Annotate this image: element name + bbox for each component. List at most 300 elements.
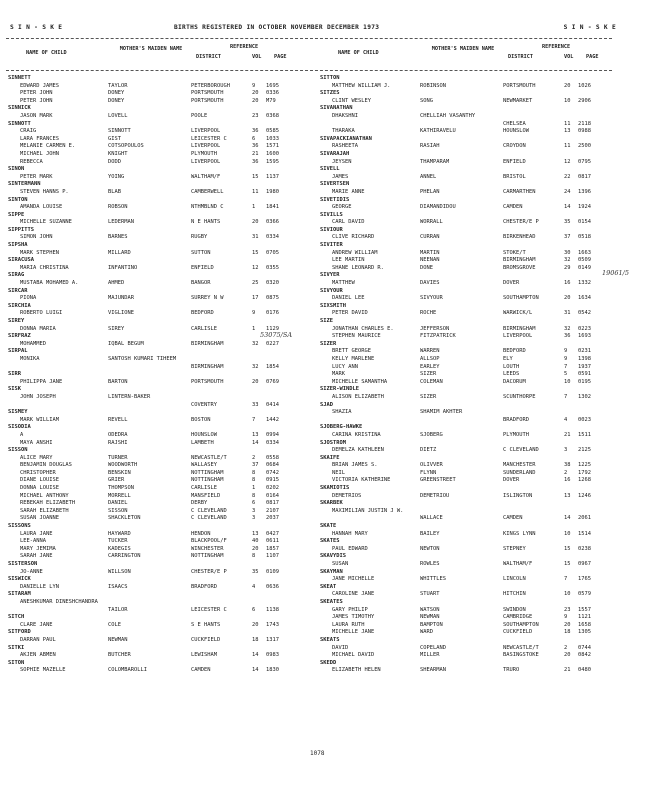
entry-row [8, 234, 308, 242]
district: POOLE [191, 112, 208, 119]
child-name: JEYSEN [332, 158, 352, 165]
child-name: SHAZIA [332, 409, 352, 416]
page-ref: 0202 [266, 485, 279, 492]
maiden-name: BENSKIN [108, 469, 131, 476]
district: SOUTHAMPTON [503, 621, 539, 628]
entry-row [8, 538, 308, 546]
page-ref: 0176 [266, 310, 279, 317]
surname-row [320, 75, 620, 83]
surname: SJOSTROM [320, 439, 346, 446]
entry-row [320, 614, 620, 622]
page-ref: 0023 [578, 416, 591, 423]
surname: SIVIOUR [320, 226, 343, 233]
volume: 35 [252, 568, 259, 575]
volume: 13 [564, 492, 571, 499]
page-number: 1078 [310, 750, 325, 757]
page-ref: 1658 [578, 621, 591, 628]
maiden-name: CARRINGTON [108, 553, 141, 560]
page-ref: 0518 [578, 234, 591, 241]
surname-row [8, 576, 308, 584]
maiden-name: STUART [420, 591, 440, 598]
child-name: MUSTABA MOHAMED A. [20, 280, 79, 287]
entry-row [8, 515, 308, 523]
district: CAMDEN [503, 204, 523, 211]
col-district-header: DISTRICT [196, 54, 221, 60]
maiden-name: VIGLIONE [108, 310, 134, 317]
maiden-name: TURNER [108, 454, 128, 461]
district: BOSTON [191, 416, 211, 423]
maiden-name: WORRALL [420, 219, 443, 226]
surname-row [320, 212, 620, 220]
entry-row [8, 599, 308, 607]
district: CAMDEN [503, 515, 523, 522]
volume: 12 [564, 158, 571, 165]
volume: 6 [252, 135, 256, 142]
entry-row [320, 326, 620, 334]
volume: 7 [564, 393, 568, 400]
entry-row [8, 280, 308, 288]
entry-row [320, 364, 620, 372]
district: HITCHIN [503, 591, 526, 598]
surname-row [320, 485, 620, 493]
page-ref: 1511 [578, 431, 591, 438]
surname-row [320, 303, 620, 311]
district: CUCKFIELD [191, 636, 221, 643]
surname: SKATE [320, 523, 337, 530]
child-name: BRIAN JAMES S. [332, 462, 378, 469]
surname: SITARAM [8, 591, 31, 598]
entry-row [320, 121, 620, 129]
child-name: BENJAMIN DOUGLAS [20, 462, 72, 469]
maiden-name: BAMPTON [420, 621, 443, 628]
maiden-name: SJOBERG [420, 431, 443, 438]
district: NTHMBLND C [191, 204, 224, 211]
handwritten-note-2: 19061/5 [602, 269, 630, 277]
surname: SKEDD [320, 659, 337, 666]
volume: 1 [252, 325, 256, 332]
child-name: MARK [332, 371, 345, 378]
page-ref: 0579 [578, 591, 591, 598]
maiden-name: BLAB [108, 188, 121, 195]
volume: 16 [564, 477, 571, 484]
surname-row [8, 197, 308, 205]
page-ref: 0164 [266, 492, 279, 499]
surname-row [8, 424, 308, 432]
volume: 5 [564, 371, 568, 378]
district: LOUTH [503, 363, 520, 370]
page-ref: 2906 [578, 97, 591, 104]
surname: SISTERSON [8, 561, 38, 567]
surname: SISSON [8, 447, 28, 454]
child-name: REBEKAH ELIZABETH [20, 500, 76, 507]
page-ref: 1129 [266, 325, 279, 332]
maiden-name: OLIVVER [420, 462, 443, 469]
volume: 24 [564, 188, 571, 195]
surname-row [8, 348, 308, 356]
child-name: DIANE LOUISE [20, 477, 59, 484]
entry-row [8, 341, 308, 349]
maiden-name: IQBAL BEGUM [108, 340, 144, 347]
volume: 20 [564, 621, 571, 628]
surname: SISMEY [8, 409, 28, 416]
district: LEICESTER C [191, 606, 227, 613]
child-name: MICHAEL JOHN [20, 150, 59, 157]
district: ISLINGTON [503, 492, 533, 499]
page-ref: 1398 [578, 355, 591, 362]
surname: SITZES [320, 90, 340, 97]
page-ref: 0842 [578, 652, 591, 659]
child-name: SARAH JANE [20, 553, 53, 560]
surname-row [320, 318, 620, 326]
surname-row [8, 371, 308, 379]
child-name: JASON MARK [20, 112, 53, 119]
page-ref: 0591 [578, 371, 591, 378]
volume: 38 [564, 462, 571, 469]
page-ref: 1571 [266, 143, 279, 150]
entry-row [320, 379, 620, 387]
entry-row [320, 417, 620, 425]
child-name: MICHAEL DAVID [332, 652, 375, 659]
maiden-name: PHELAN [420, 188, 440, 195]
page-ref: 1830 [266, 667, 279, 674]
district: BEDFORD [503, 348, 526, 355]
district: BRADFORD [503, 416, 529, 423]
maiden-name: WILLSON [108, 568, 131, 575]
district: WINCHESTER [191, 545, 224, 552]
entry-row [320, 113, 620, 121]
entry-row [8, 159, 308, 167]
page-ref: 0585 [266, 128, 279, 135]
maiden-name: LOVELL [108, 112, 128, 119]
volume: 37 [564, 234, 571, 241]
col-name-header: NAME OF CHILD [26, 50, 67, 56]
maiden-name: WARD [420, 629, 433, 636]
entry-row [320, 219, 620, 227]
maiden-name: DANIEL [108, 500, 128, 507]
district: PORTSMOUTH [191, 97, 224, 104]
district: PORTSMOUTH [503, 82, 536, 89]
maiden-name: DODD [108, 158, 121, 165]
district: BRADFORD [191, 583, 217, 590]
district: MANCHESTER [503, 462, 536, 469]
page-ref: 0414 [266, 401, 279, 408]
child-name: DAVID [332, 644, 349, 651]
child-name: MELANIE CARMEN E. [20, 143, 76, 150]
surname: SKATES [320, 538, 340, 545]
surname-row [8, 166, 308, 174]
surname: SKEAT [320, 583, 337, 590]
volume: 22 [564, 173, 571, 180]
volume: 30 [564, 249, 571, 256]
entry-row [8, 652, 308, 660]
child-name: DANIEL LEE [332, 295, 365, 302]
district: BIRMINGHAM [191, 363, 224, 370]
entry-row [8, 432, 308, 440]
page-ref: 1600 [266, 150, 279, 157]
page-ref: 0988 [578, 128, 591, 135]
page-ref: 1557 [578, 606, 591, 613]
maiden-name: COLOMBAROLLI [108, 667, 147, 674]
entry-row [8, 310, 308, 318]
right-column-headers [318, 42, 618, 68]
surname-row [320, 584, 620, 592]
surname-row [8, 257, 308, 265]
surname: SIRCHIA [8, 302, 31, 309]
district: LINCOLN [503, 576, 526, 583]
volume: 10 [564, 378, 571, 385]
entry-row [8, 189, 308, 197]
volume: 23 [252, 112, 259, 119]
child-name: HANNAH MARY [332, 530, 368, 537]
entry-row [320, 576, 620, 584]
volume: 8 [252, 492, 256, 499]
page-ref: 0742 [266, 469, 279, 476]
volume: 36 [252, 158, 259, 165]
surname: SIVARAJAH [320, 150, 350, 157]
maiden-name: SHAMIM AKHTER [420, 409, 463, 416]
volume: 32 [252, 363, 259, 370]
district: CAMBERWELL [191, 188, 224, 195]
surname-row [8, 75, 308, 83]
maiden-name: SANTOSH KUMARI TIHEEM [108, 355, 177, 362]
volume: 32 [252, 340, 259, 347]
col-vol-header: VOL [252, 54, 262, 60]
child-name: LAURA RUTH [332, 621, 365, 628]
surname-row [8, 447, 308, 455]
volume: 20 [252, 90, 259, 97]
surname-row [320, 227, 620, 235]
volume: 4 [252, 583, 256, 590]
page-ref: 1026 [578, 82, 591, 89]
surname: SKAVYDIS [320, 553, 346, 560]
entry-row [320, 234, 620, 242]
surname: SITFORD [8, 629, 31, 636]
page-ref: 1937 [578, 363, 591, 370]
maiden-name: TUCKER [108, 538, 128, 545]
volume: 31 [252, 234, 259, 241]
volume: 21 [252, 150, 259, 157]
page-ref: 2037 [266, 515, 279, 522]
col-name-header: NAME OF CHILD [338, 50, 379, 56]
entry-row [8, 219, 308, 227]
district: NEWCASTLE/T [191, 454, 227, 461]
entry-row [320, 531, 620, 539]
volume: 10 [564, 591, 571, 598]
child-name: LEE-ANNA [20, 538, 46, 545]
volume: 2 [564, 644, 568, 651]
district: BRISTOL [503, 173, 526, 180]
volume: 16 [564, 280, 571, 287]
district: NOTTINGHAM [191, 553, 224, 560]
page-ref: 1121 [578, 614, 591, 621]
surname-row [8, 591, 308, 599]
maiden-name: YOING [108, 173, 125, 180]
maiden-name: WOODWORTH [108, 462, 138, 469]
district: BASINGSTOKE [503, 652, 539, 659]
entry-row [8, 151, 308, 159]
maiden-name: DONE [420, 264, 433, 271]
page-ref: 0817 [266, 500, 279, 507]
child-name: ANESHKUMAR DINESHCHANDRA [20, 598, 98, 605]
surname-row [320, 197, 620, 205]
child-name: SUSAN JOANNE [20, 515, 59, 522]
entry-row [8, 531, 308, 539]
volume: 32 [564, 325, 571, 332]
district: LIVERPOOL [191, 143, 221, 150]
district: PLYMOUTH [191, 150, 217, 157]
surname: SIVILLS [320, 211, 343, 218]
district: CARMARTHEN [503, 188, 536, 195]
district: BIRKENHEAD [503, 234, 536, 241]
district: HENDON [191, 530, 211, 537]
page-ref: 1442 [266, 416, 279, 423]
surname: SISWICK [8, 576, 31, 583]
surname-row [320, 151, 620, 159]
maiden-name: COLEMAN [420, 378, 443, 385]
entry-row [8, 364, 308, 372]
surname: SKAYMAN [320, 568, 343, 575]
child-name: DHAKSHNI [332, 112, 358, 119]
surname: SKARBEK [320, 500, 343, 507]
entry-row [320, 356, 620, 364]
page-header [6, 24, 616, 34]
volume: 14 [252, 667, 259, 674]
page-ref: 1246 [578, 492, 591, 499]
district: CHELSEA [503, 120, 526, 127]
maiden-name: MILLER [420, 652, 440, 659]
entry-row [8, 98, 308, 106]
district: STEPNEY [503, 545, 526, 552]
district: BROMSGROVE [503, 264, 536, 271]
entry-row [8, 584, 308, 592]
maiden-name: MARTIN [420, 249, 440, 256]
page-ref: 1137 [266, 173, 279, 180]
child-name: MARK WILLIAM [20, 416, 59, 423]
district: WALLASEY [191, 462, 217, 469]
child-name: CHRISTOPHER [20, 469, 56, 476]
surname-row [320, 166, 620, 174]
child-name: DARRAN PAUL [20, 636, 56, 643]
maiden-name: SIZER [420, 393, 437, 400]
entry-row [8, 90, 308, 98]
page-ref: 0817 [578, 173, 591, 180]
entry-row [8, 637, 308, 645]
maiden-name: DONEY [108, 97, 125, 104]
page-ref: 1980 [266, 188, 279, 195]
maiden-name: SISSON [108, 507, 128, 514]
maiden-name: ANNEL [420, 173, 437, 180]
page-ref: 0795 [578, 158, 591, 165]
district: DACORUM [503, 378, 526, 385]
col-district-header: DISTRICT [508, 54, 533, 60]
district: SOUTHAMPTON [503, 295, 539, 302]
child-name: MICHELLE SAMANTHA [332, 378, 388, 385]
district: BIRMINGHAM [191, 340, 224, 347]
district: PETERBOROUGH [191, 82, 230, 89]
page-ref: 0320 [266, 280, 279, 287]
surname: SIXSMITH [320, 302, 346, 309]
child-name: LEE MARTIN [332, 257, 365, 264]
surname-row [8, 288, 308, 296]
surname-row [320, 637, 620, 645]
entry-row [320, 493, 620, 501]
entry-row [320, 250, 620, 258]
surname-row [8, 645, 308, 653]
entry-row [8, 485, 308, 493]
maiden-name: KATHIRAVELU [420, 128, 456, 135]
surname: SIVYOUR [320, 287, 343, 294]
page-ref: 1857 [266, 545, 279, 552]
maiden-name: LEDERMAN [108, 219, 134, 226]
entry-row [320, 508, 620, 516]
entry-row [320, 515, 620, 523]
page-ref: 1841 [266, 204, 279, 211]
maiden-name: DONEY [108, 90, 125, 97]
surname: SISSONS [8, 523, 31, 530]
child-name: PETER MARK [20, 173, 53, 180]
district: KINGS LYNN [503, 530, 536, 537]
volume: 31 [564, 310, 571, 317]
left-column [8, 75, 308, 675]
volume: 13 [252, 530, 259, 537]
entry-row [320, 204, 620, 212]
child-name: EDWARD JAMES [20, 82, 59, 89]
maiden-name: AHMED [108, 280, 125, 287]
entry-row [8, 250, 308, 258]
entry-row [8, 394, 308, 402]
maiden-name: LINTERN-BAKER [108, 393, 151, 400]
volume: 3 [252, 507, 256, 514]
volume: 20 [252, 545, 259, 552]
maiden-name: MILLARD [108, 249, 131, 256]
surname: SITON [8, 659, 25, 666]
right-column [320, 75, 620, 675]
page-ref: 1268 [578, 477, 591, 484]
surname: SINON [8, 166, 25, 173]
maiden-name: SONG [420, 97, 433, 104]
surname-row [320, 386, 620, 394]
entry-row [320, 348, 620, 356]
entry-row [8, 455, 308, 463]
volume: 9 [252, 82, 256, 89]
entry-row [8, 143, 308, 151]
page-ref: 0558 [266, 454, 279, 461]
district: CAMBRIDGE [503, 614, 533, 621]
page-ref: 1225 [578, 462, 591, 469]
child-name: MATTHEW WILLIAM J. [332, 82, 391, 89]
child-name: CLINT WESLEY [332, 97, 371, 104]
child-name: DONNA MARIA [20, 325, 56, 332]
volume: 14 [564, 515, 571, 522]
surname: SKAIFE [320, 454, 340, 461]
volume: 18 [564, 629, 571, 636]
entry-row [320, 394, 620, 402]
volume: 6 [252, 500, 256, 507]
maiden-name: GRIER [108, 477, 125, 484]
child-name: MICHELLE SUZANNE [20, 219, 72, 226]
volume: 4 [564, 416, 568, 423]
district: ENFIELD [191, 264, 214, 271]
page-ref: 0355 [266, 264, 279, 271]
surname: SIVAPACKIANATHAN [320, 135, 372, 142]
surname: SJAD [320, 401, 333, 408]
maiden-name: KADEGIS [108, 545, 131, 552]
entry-row [8, 379, 308, 387]
surname: SIVANATHAN [320, 105, 353, 112]
district: CHESTER/E P [191, 568, 227, 575]
page-ref: 0334 [266, 234, 279, 241]
district: MANSFIELD [191, 492, 221, 499]
